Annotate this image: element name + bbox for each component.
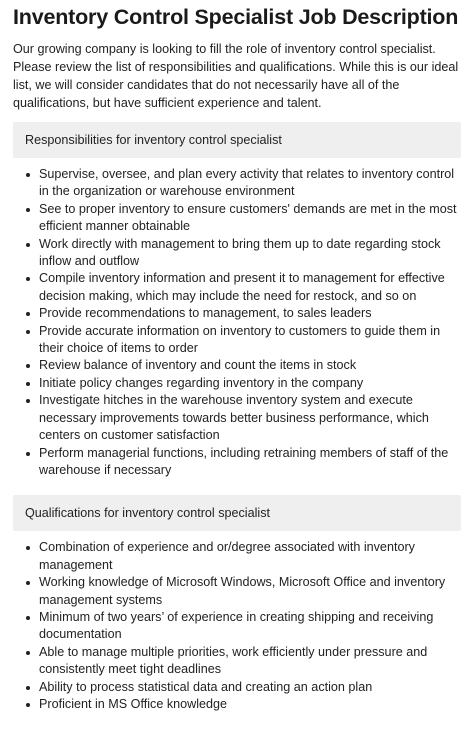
qualifications-list xyxy=(13,539,461,713)
list-item: Review balance of inventory and count the items in stock xyxy=(26,357,461,374)
list-item: See to proper inventory to ensure customers' demands are met in the most efficient manner obtainable xyxy=(26,201,461,236)
list-item: Supervise, oversee, and plan every activity that relates to inventory control in the organization or warehouse environment xyxy=(26,166,461,201)
list-item: Minimum of two years’ of experience in creating shipping and receiving documentation xyxy=(26,609,461,644)
responsibilities-heading: Responsibilities for inventory control specialist xyxy=(13,122,461,158)
list-item: Investigate hitches in the warehouse inventory system and execute necessary improvements towards better business performance, which centers on customer satisfaction xyxy=(26,392,461,444)
list-item: Combination of experience and or/degree associated with inventory management xyxy=(26,539,461,574)
list-item: Provide recommendations to management, to sales leaders xyxy=(26,305,461,322)
list-item: Ability to process statistical data and creating an action plan xyxy=(26,679,461,696)
list-item: Able to manage multiple priorities, work efficiently under pressure and consistently meet tight deadlines xyxy=(26,644,461,679)
qualifications-heading: Qualifications for inventory control specialist xyxy=(13,495,461,531)
list-item: Working knowledge of Microsoft Windows, Microsoft Office and inventory management systems xyxy=(26,574,461,609)
list-item: Compile inventory information and present it to management for effective decision making, which may include the need for restock, and so on xyxy=(26,270,461,305)
list-item: Perform managerial functions, including retraining members of staff of the warehouse if necessary xyxy=(26,445,461,480)
list-item: Provide accurate information on inventory to customers to guide them in their choice of items to order xyxy=(26,323,461,358)
page-title: Inventory Control Specialist Job Description xyxy=(13,5,459,29)
list-item: Work directly with management to bring them up to date regarding stock inflow and outflow xyxy=(26,236,461,271)
intro-paragraph: Our growing company is looking to fill the role of inventory control specialist. Please review the list of responsibilities and qualifications. While this is our ideal list, we will consider candidates that do not necessarily have all of the qualifications, but have sufficient experience and talent. xyxy=(13,42,459,110)
responsibilities-list xyxy=(13,166,461,479)
list-item: Proficient in MS Office knowledge xyxy=(26,696,461,713)
list-item: Initiate policy changes regarding inventory in the company xyxy=(26,375,461,392)
